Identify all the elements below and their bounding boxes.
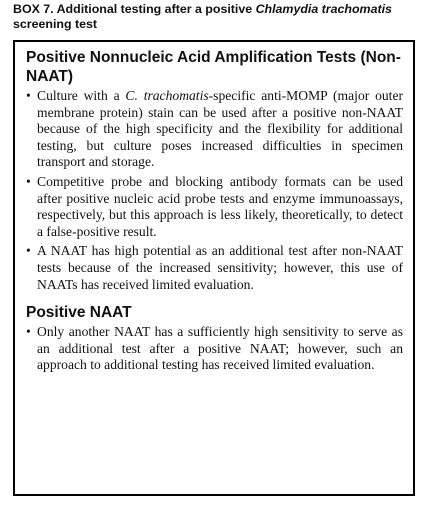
bullet-culture: [26, 88, 403, 171]
bullet-list-non-naat: [26, 88, 403, 293]
section-heading-positive-naat: Positive NAAT: [26, 304, 132, 322]
bullet-naat-potential: • A NAAT has high potential as an additional test after non-NAAT tests because of the increased sensitivity; however, this use of NAATs has received limited evaluation.: [26, 243, 403, 293]
bullet-list-positive-naat: [26, 324, 403, 374]
bullet-competitive-probe: • Competitive probe and blocking antibody formats can be used after positive nucleic acid probe tests and enzyme immunoassays, respectively, but this approach is less likely, theoretically, to detect a false-positive result.: [26, 174, 403, 240]
bullet-culture-organism: C. trachomatis: [125, 88, 209, 103]
section-heading-non-naat: Positive Nonnucleic Acid Amplification Tests (Non-NAAT): [26, 49, 401, 85]
box-title-suffix: screening test: [13, 17, 98, 31]
box-title-organism: Chlamydia trachomatis: [255, 2, 392, 16]
box-title-prefix: BOX 7. Additional testing after a positive: [13, 2, 256, 16]
bullet-culture-before: Culture with a: [37, 88, 126, 103]
content-box: [13, 40, 415, 496]
box-title: [13, 2, 423, 32]
bullet-another-naat: • Only another NAAT has a sufficiently high sensitivity to serve as an additional test after a positive NAAT; however, such an approach to additional testing has received limited evaluation.: [26, 324, 403, 374]
bullet-culture-after: -specific anti-MOMP (major outer membrane protein) stain can be used after a positive non-NAAT because of the high specificity and the flexibility for additional testing, but culture poses increased difficulties in specimen transport and storage.: [37, 88, 404, 170]
